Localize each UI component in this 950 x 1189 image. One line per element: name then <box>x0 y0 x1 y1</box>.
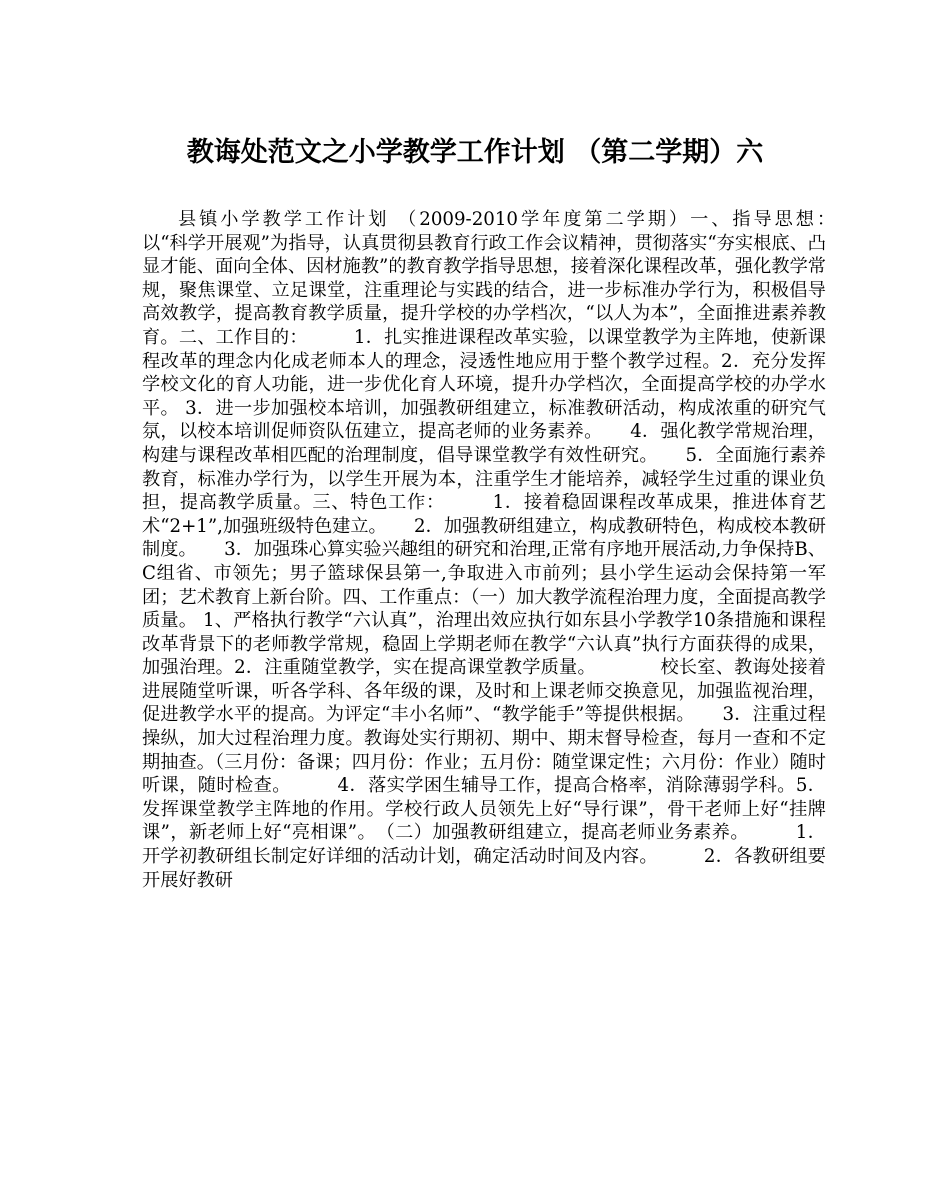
document-title: 教诲处范文之小学教学工作计划 （第二学期）六 <box>186 137 764 168</box>
document-body-text: 县镇小学教学工作计划 （2009-2010学年度第二学期）一、指导思想： 以“科学开展观”为指导，认真贯彻县教育行政工作会议精神，贯彻落实“夯实根底、凸显才能、面向全体、因材施教”的教育教学指导思想，接着深化课程改革，强化教学常规，聚焦课堂、立足课堂，注重理论与实践的结合，进一步标准办学行为，积极倡导高效教学，提高教育教学质量，提升学校的办学档次，“以人为本”，全面推进素养教育。二、工作目的： 1．扎实推进课程改革实验，以课堂教学为主阵地，使新课程改革的理念内化成老师本人的理念，浸透性地应用于整个教学过程。2．充分发挥学校文化的育人功能，进一步优化育人环境，提升办学档次，全面提高学校的办学水平。 3．进一步加强校本培训，加强教研组建立，标准教研活动，构成浓重的研究气氛，以校本培训促师资队伍建立，提高老师的业务素养。 4．强化教学常规治理，构建与课程改革相匹配的治理制度，倡导课堂教学有效性研究。 5．全面施行素养教育，标准办学行为，以学生开展为本，注重学生才能培养，减轻学生过重的课业负担，提高教学质量。三、特色工作： 1．接着稳固课程改革成果，推进体育艺术“2+1”,加强班级特色建立。 2．加强教研组建立，构成教研特色，构成校本教研制度。 3．加强珠心算实验兴趣组的研究和治理,正常有序地开展活动,力争保持B、C组省、市领先；男子篮球保县第一,争取进入市前列；县小学生运动会保持第一军团；艺术教育上新台阶。四、工作重点：（一）加大教学流程治理力度，全面提高教学质量。 1、严格执行教学“六认真”，治理出效应执行如东县小学教学10条措施和课程改革背景下的老师教学常规，稳固上学期老师在教学“六认真”执行方面获得的成果，加强治理。2．注重随堂教学，实在提高课堂教学质量。 校长室、教诲处接着进展随堂听课，听各学科、各年级的课，及时和上课老师交换意见，加强监视治理，促进教学水平的提高。为评定“丰小名师”、“教学能手”等提供根据。 3．注重过程操纵，加大过程治理力度。教诲处实行期初、期中、期末督导检查，每月一查和不定期抽查。（三月份：备课；四月份：作业；五月份：随堂课定性；六月份：作业）随时听课，随时检查。 4．落实学困生辅导工作，提高合格率，消除薄弱学科。5．发挥课堂教学主阵地的作用。学校行政人员领先上好“导行课”，骨干老师上好“挂牌课”，新老师上好“亮相课”。 （二）加强教研组建立，提高老师业务素养。 1．开学初教研组长制定好详细的活动计划，确定活动时间及内容。 2．各教研组要开展好教研 <box>142 209 881 891</box>
